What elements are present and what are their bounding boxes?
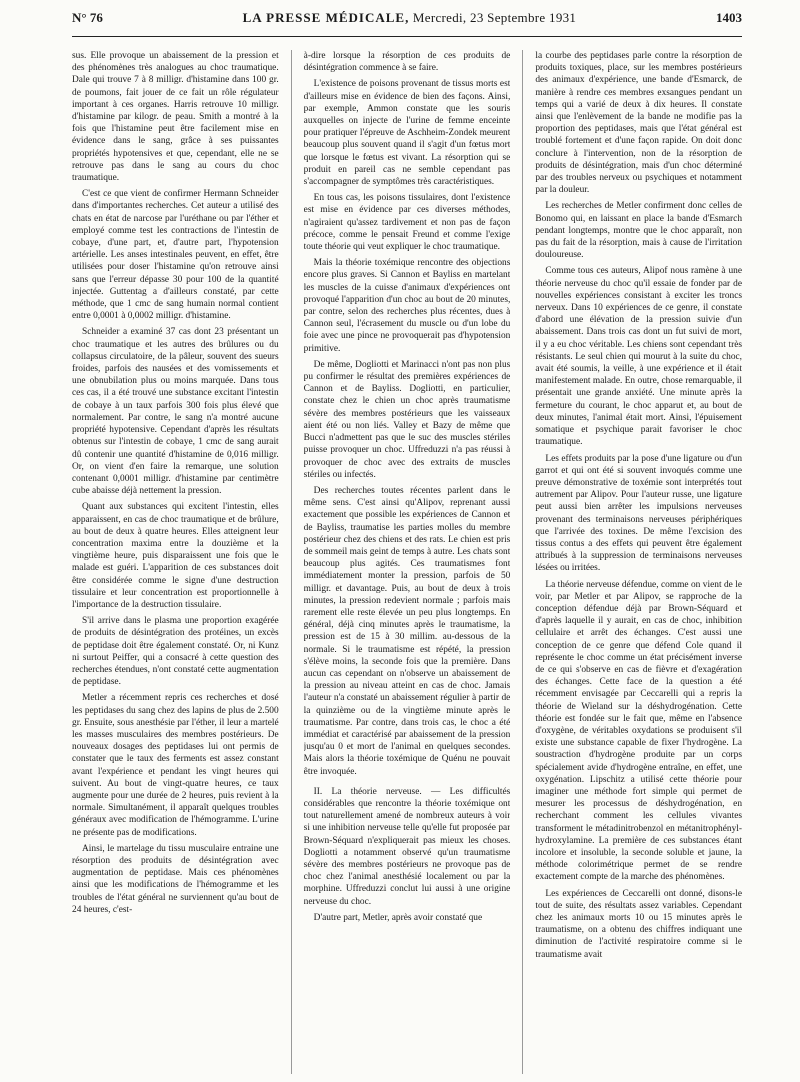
paragraph: Des recherches toutes récentes parlent dans le même sens. C'est ainsi qu'Alipov, reprenant aussi exactement que possible les expériences de Cannon et de Bayliss, traumatise les parties molles du membre postérieur chez des chiens et des rats. Le chien est pris de sommeil mais geint de temps à autre. Les chats sont beaucoup plus agités. Ces traumatismes font immédiatement monter la pression, parfois de 50 milligr. et davantage. Puis, au bout de deux à trois minutes, la pression redevient normale ; parfois mais rarement elle reste élevée un peu plus longtemps. En général, déjà cinq minutes après le traumatisme, la pression est de 15 à 30 millim. au-dessous de la normale. Si le traumatisme est répété, la pression s'élève moins, la seconde fois que la première. Dans aucun cas cependant on n'observe un abaissement de la pression au niveau atteint en cas de choc. Jamais l'auteur n'a constaté un abaissement régulier à partir de la quinzième ou de la vingtième minute après le traumatisme. Par contre, dans trois cas, le choc a été immédiat et caractérisé par abaissement de la pression jusqu'au 0 et mort de l'animal en quelques secondes. Mais alors la théorie toxémique de Quénu ne pouvait être invoquée. — [303, 485, 511, 777]
issue-number: N° 76 — [72, 10, 103, 25]
journal-title-line — [243, 10, 577, 26]
column-2 — [304, 50, 511, 1074]
column-divider — [522, 50, 523, 1074]
journal-title: LA PRESSE MÉDICALE, — [242, 10, 410, 25]
paragraph: C'est ce que vient de confirmer Hermann Schneider dans d'importantes recherches. Cet auteur a utilisé des chats en état de narcose par l'uréthane ou par l'éther et employé comme test les contractions de l'intestin de cobaye, d'une part, et, d'autre part, l'hypotension artérielle. Les anses intestinales peuvent, en effet, être utilisées pour doser l'histamine qu'on retrouve ainsi sans que l'erreur dépasse 30 pour 100 de la quantité injectée. Guttentag a d'ailleurs constaté, par cette méthode, que 1 cmc de sang humain normal contient entre 0,0001 à 0,0002 milligr. d'histamine. — [72, 189, 279, 322]
page-number: 1403 — [715, 10, 742, 25]
paragraph: à-dire lorsque la résorption de ces produits de désintégration commence à se faire. — [303, 51, 511, 74]
running-header — [72, 10, 742, 37]
paragraph: Les effets produits par la pose d'une ligature ou d'un garrot et qui ont été si souvent invoqués comme une preuve démonstrative de toxémie sont interprétés tout autrement par Alipov. Pour l'auteur russe, une ligature peut aussi bien arrêter les impulsions nerveuses provenant des terminaisons nerveuses périphériques que l'arrivée des toxines. De même l'excision des tissus contus a des effets qui peuvent être également attribués à la suppression de terminaisons nerveuses lésées ou irritées. — [535, 453, 743, 574]
paragraph: De même, Dogliotti et Marinacci n'ont pas non plus pu confirmer le résultat des premières expériences de Cannon et de Bayliss. Dogliotti, en particulier, constate chez le chien un choc après traumatisme sévère des membres postérieurs que les vaisseaux aient été ou non liés. Valley et Bazy de même que Bucci n'admettent pas que le suc des muscles stériles puisse provoquer un choc. Uffreduzzi n'a pas réussi à provoquer de choc avec des extraits de muscles stériles ou infectés. — [303, 359, 511, 480]
paragraph: La théorie nerveuse défendue, comme on vient de le voir, par Metler et par Alipov, se rapproche de la conception défendue déjà par Brown-Séquard et d'après laquelle il y aurait, en cas de choc, inhibition cellulaire et arrêt des échanges. C'est aussi une conception de ce genre que défend Cole quand il représente le choc comme un état précisément inverse de ce qui s'observe en cas de fièvre et d'exagération des échanges. Cette face de la question a été récemment envisagée par Ceccarelli qui a repris la théorie de Wieland sur la déshydrogénation. Cette théorie est fondée sur le fait que, même en l'absence d'oxygène, de véritables oxydations se produisent s'il existe une substance capable de fixer l'hydrogène. La soustraction d'hydrogène produite par un corps spécialement avide d'hydrogène entraîne, en effet, une oxygénation. Lipschitz a utilisé cette théorie pour imaginer une méthode fort simple qui permet de mesurer les processus de déshydrogénation, en recherchant comment les cellules vivantes transforment le métadinitrobenzol en métanitrophényl-hydroxylamine. La première de ces substances étant incolore et insoluble, la seconde soluble et jaune, la méthode colorimétrique permet de se rendre exactement compte de la marche des phénomènes. — [535, 579, 743, 883]
paragraph: S'il arrive dans le plasma une proportion exagérée de produits de désintégration des protéines, un excès de peptidase doit être également constaté. Or, ni Kunz ni surtout Peiffer, qui a consacré à cette question des recherches étendues, n'ont constaté cette augmentation de peptidase. — [72, 616, 279, 688]
column-1 — [72, 50, 279, 1074]
paragraph: D'autre part, Metler, après avoir constaté que — [313, 912, 483, 923]
paragraph: Mais la théorie toxémique rencontre des objections encore plus graves. Si Cannon et Bayliss en martelant les muscles de la cuisse d'animaux d'expériences ont provoqué l'apparition d'un choc au bout de 20 minutes, par contre, selon des recherches plus récentes, dues à Cannon seul, l'écrasement du muscle ou d'un lobe du foie avec une pince ne provoquerait pas d'hypotension primitive. — [303, 258, 511, 354]
section-paragraph-theorie-nerveuse: II. La théorie nerveuse. — Les difficultés considérables que rencontre la théorie toxémique ont tout naturellement amené de nombreux auteurs à voir si une inhibition nerveuse telle qu'elle fut proposée par Brown-Séquard n'expliquerait pas mieux les choses. Dogliotti a notamment observé qu'un traumatisme sévère des membres postérieurs ne provoque pas de choc chez l'animal anesthésié localement ou par la morphine. Uffreduzzi conclut lui aussi à une origine nerveuse du choc. — [303, 786, 511, 907]
paragraph: sus. Elle provoque un abaissement de la pression et des phénomènes très analogues au choc traumatique. Dale qui trouve 7 à 8 milligr. d'histamine dans 100 gr. de poumons, fait jouer de ce fait un rôle régulateur important à ces organes. Harris retrouve 10 milligr. d'histamine par kilogr. de peau. Smith a montré à la fois que l'histamine peut être facilement mise en évidence dans le sang, grâce à ses puissantes propriétés hypotensives et que, cependant, elle ne se retrouve pas dans le sang au cours du choc traumatique. — [72, 51, 279, 184]
paragraph: Ainsi, le martelage du tissu musculaire entraine une résorption des produits de désintégration avec augmentation de peptidase. Mais ces phénomènes ainsi que les modifications de l'hémogramme et les troubles de l'état général ne surviennent qu'au bout de 24 heures, c'est- — [72, 843, 279, 915]
paragraph: Schneider a examiné 37 cas dont 23 présentant un choc traumatique et les autres des brûlures ou du collapsus circulatoire, de la pâleur, souvent des sueurs froides, parfois des nausées et des vomissements et une obnubilation plus ou moins marquée. Dans tous ces cas, il a été trouvé une substance excitant l'intestin de cobaye à un taux parfois 300 fois plus élevé que normalement. Par contre, le sang n'a montré aucune propriété hypotensive. Cependant d'après les résultats obtenus sur l'intestin de cobaye, 1 cmc de sang aurait dû contenir une quantité d'histamine de 0,016 milligr. Or, on vient d'en faire la remarque, une solution contenant 0,0001 milligr. d'histamine par centimètre cube abaisse déjà nettement la pression. — [72, 327, 279, 497]
paragraph: Les recherches de Metler confirment donc celles de Bonomo qui, en laissant en place la bande d'Esmarch pendant longtemps, montre que le choc apparaît, non pas du fait de la résorption, mais à cause de l'irritation douloureuse. — [535, 201, 743, 261]
paragraph: Comme tous ces auteurs, Alipof nous ramène à une théorie nerveuse du choc qu'il essaie de fonder par de nouvelles expériences consistant à exciter les troncs nerveux. Dans 10 expériences de ce genre, il constate d'abord une élévation de la pression suivie d'un abaissement. Dans trois cas dont un fut suivi de mort, il y a eu choc véritable. Les chiens sont cependant très résistants. Le seul chien qui mourut à la suite du choc, avait été soumis, la veille, à une expérience et il était manifestement malade. En outre, chose remarquable, il présentait une grande anxiété. Une minute après la fermeture du courant, le choc apparut et, au bout de deux minutes, l'animal était mort. Ainsi, l'épuisement somatique et psychique parait favoriser le choc traumatique. — [535, 266, 743, 448]
issue-date: Mercredi, 23 Septembre 1931 — [412, 10, 577, 25]
column-3 — [535, 50, 742, 1074]
column-divider — [291, 50, 292, 1074]
paragraph: L'existence de poisons provenant de tissus morts est d'ailleurs mise en évidence de bien des façons. Ainsi, par exemple, Ammon constate que les souris auxquelles on injecte de l'urine de femme enceinte pour pratiquer l'épreuve de Aschheim-Zondek meurent beaucoup plus souvent quand il s'agit d'un fœtus mort que lorsque le fœtus est vivant. La résorption qui se produit en pareil cas ne semble cependant pas s'accompagner de symptômes très caractéristiques. — [303, 79, 511, 188]
paragraph: En tous cas, les poisons tissulaires, dont l'existence est mise en évidence par ces diverses méthodes, n'agiraient qu'assez tardivement et non pas de façon précoce, comme le pensait Freund et comme l'exige toute théorie qui veut expliquer le choc traumatique. — [303, 193, 511, 253]
paragraph: la courbe des peptidases parle contre la résorption de produits toxiques, place, sur les membres postérieurs des animaux d'expérience, une bande d'Esmarck, de manière à rendre ces membres exsangues pendant un temps qui a varié de deux à dix heures. Il constate ainsi que l'enlèvement de la bande ne modifie pas la proportion des peptidases, mais que l'état général est troublé fortement et d'une façon rapide. On doit donc conclure à l'intervention, non de la résorption de produits de désintégration, mais d'un choc déterminé par des troubles nerveux ou psychiques et notamment par la douleur. — [535, 51, 743, 196]
paragraph: Metler a récemment repris ces recherches et dosé les peptidases du sang chez des lapins de plus de 2.500 gr. Ensuite, sous anesthésie par l'éther, il leur a martelé les masses musculaires des membres postérieurs. De nouveaux dosages des peptidases lui ont permis de constater que le taux des ferments est assez constant avant l'expérience et pendant les vingt heures qui suivent. Au bout de vingt-quatre heures, ce taux augmente pour une durée de 2 heures, puis revient à la normale. Simultanément, il apparaît quelques troubles généraux avec modification de l'hémogramme. L'urine ne présente pas de modifications. — [72, 693, 279, 838]
paragraph: Les expériences de Ceccarelli ont donné, disons-le tout de suite, des résultats assez variables. Cependant chez les animaux morts 10 ou 15 minutes après le traumatisme, on a obtenu des chiffres indiquant une diminution de l'activité respiratoire comme si le traumatisme avait — [535, 888, 743, 960]
paragraph: Quant aux substances qui excitent l'intestin, elles apparaissent, en cas de choc traumatique et de brûlure, au bout de deux à quatre heures. Elles atteignent leur concentration maxima entre la douzième et la vingtième heure, puis disparaissent une fois que le malade est guéri. L'apparition de ces substances doit être considérée comme le signe d'une destruction tissulaire et leur concentration est proportionnelle à l'importance de la destruction tissulaire. — [72, 502, 279, 610]
text-columns — [72, 50, 742, 1074]
